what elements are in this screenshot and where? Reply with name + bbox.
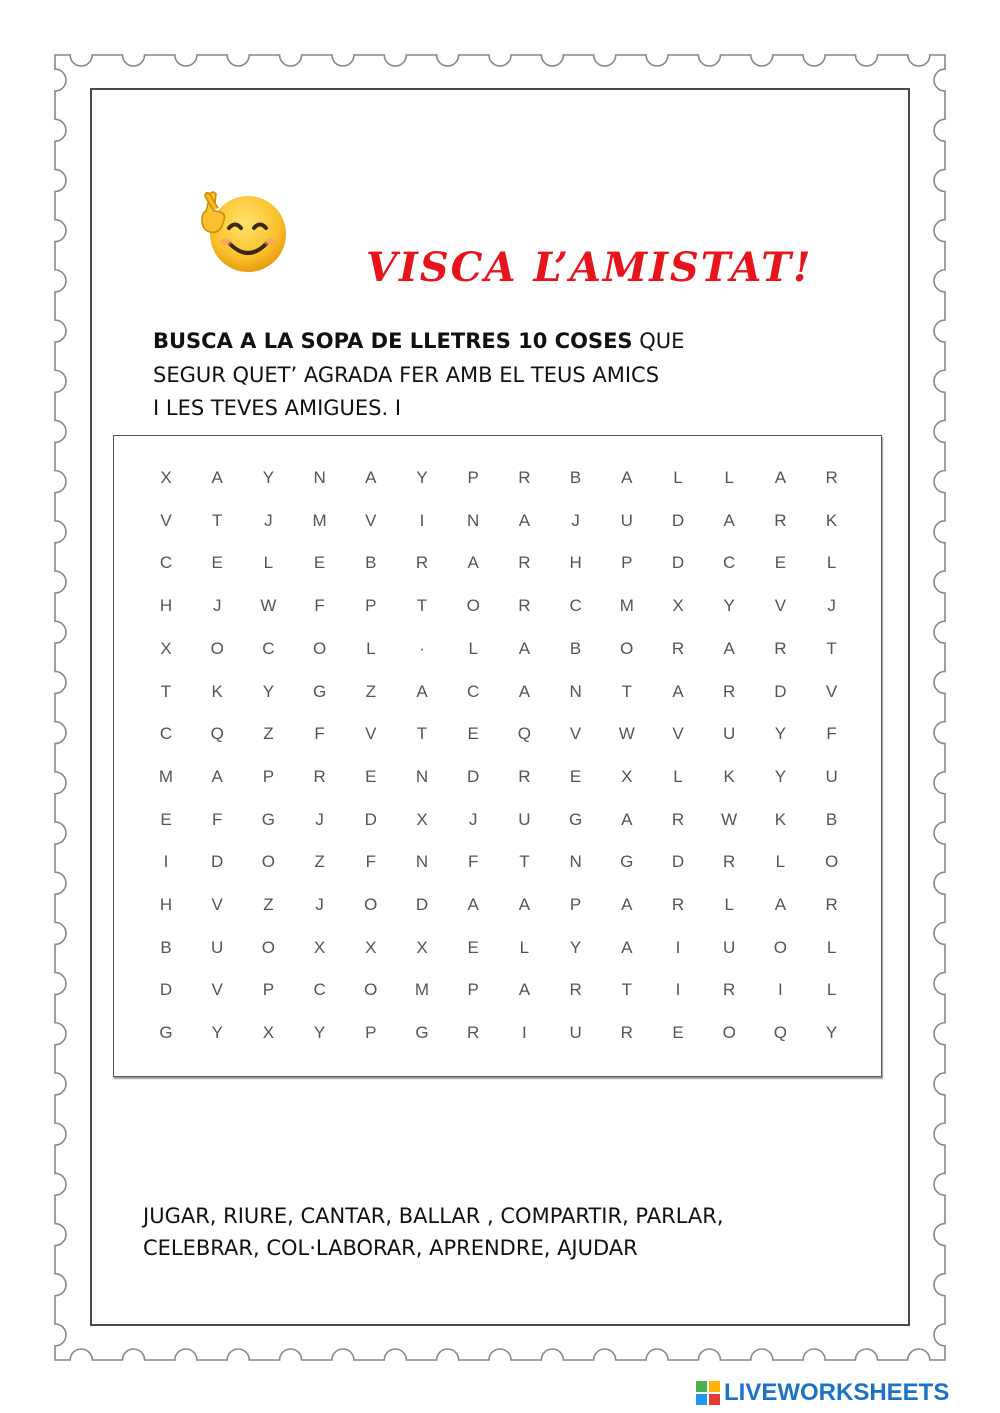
grid-cell[interactable]: L — [826, 980, 837, 1000]
grid-cell[interactable]: · — [419, 638, 425, 658]
grid-cell[interactable]: D — [774, 681, 787, 701]
grid-cell[interactable]: F — [211, 809, 223, 829]
grid-cell[interactable]: E — [774, 553, 787, 573]
grid-cell[interactable]: E — [313, 553, 326, 573]
grid-cell[interactable]: D — [467, 766, 480, 786]
grid-row — [114, 938, 881, 968]
grid-cell[interactable]: J — [264, 510, 273, 530]
grid-cell[interactable]: Y — [262, 681, 275, 701]
grid-cell[interactable]: X — [621, 766, 633, 786]
grid-cell[interactable]: F — [314, 724, 325, 744]
grid-cell[interactable]: K — [774, 809, 787, 829]
grid-cell[interactable]: R — [671, 895, 685, 914]
grid-cell[interactable]: C — [159, 724, 173, 744]
grid-cell[interactable]: A — [723, 638, 735, 658]
page-title: VISCA L’AMISTAT! — [366, 244, 813, 291]
grid-cell[interactable]: R — [723, 681, 736, 701]
instructions — [153, 325, 793, 426]
grid-cell[interactable]: R — [671, 809, 685, 829]
grid-cell[interactable]: W — [618, 724, 635, 744]
grid-cell[interactable]: D — [211, 852, 224, 872]
grid-cell[interactable]: V — [774, 596, 787, 616]
grid-cell[interactable]: Y — [211, 1023, 223, 1043]
grid-cell[interactable]: P — [467, 468, 479, 487]
grid-cell[interactable]: D — [364, 809, 377, 829]
grid-cell[interactable]: F — [365, 852, 376, 872]
grid-cell[interactable]: B — [365, 553, 377, 573]
grid-cell[interactable]: Q — [517, 724, 531, 744]
grid-cell[interactable]: E — [569, 766, 582, 786]
grid-cell[interactable]: O — [620, 638, 634, 658]
instructions-line-1 — [153, 325, 793, 359]
grid-cell[interactable]: W — [721, 809, 738, 829]
grid-cell[interactable]: K — [211, 681, 223, 701]
grid-cell[interactable]: U — [723, 724, 736, 744]
grid-cell[interactable]: P — [365, 596, 377, 616]
grid-cell[interactable]: K — [723, 766, 735, 786]
grid-cell[interactable]: O — [773, 937, 787, 957]
instructions-line-3: I LES TEVES AMIGUES. I — [153, 396, 402, 420]
grid-cell[interactable]: B — [160, 937, 172, 957]
grid-row — [114, 1023, 881, 1053]
grid-cell[interactable]: I — [522, 1023, 527, 1043]
grid-cell[interactable]: A — [365, 468, 377, 487]
grid-cell[interactable]: R — [620, 1023, 633, 1043]
grid-cell[interactable]: A — [467, 895, 479, 914]
grid-cell[interactable]: J — [468, 809, 478, 829]
grid-row — [114, 810, 881, 840]
instructions-bold: BUSCA A LA SOPA DE LLETRES 10 COSES — [153, 329, 633, 353]
grid-row — [114, 596, 881, 626]
grid-cell[interactable]: L — [826, 553, 837, 573]
grid-cell[interactable]: G — [415, 1023, 429, 1043]
grid-cell[interactable]: O — [722, 1023, 736, 1043]
grid-cell[interactable]: R — [518, 766, 531, 786]
grid-cell[interactable]: U — [620, 510, 633, 530]
grid-cell[interactable]: A — [723, 510, 735, 530]
grid-cell[interactable]: B — [569, 468, 582, 487]
grid-cell[interactable]: Y — [825, 1023, 838, 1043]
grid-cell[interactable]: L — [366, 638, 376, 658]
grid-cell[interactable]: Z — [263, 724, 274, 744]
grid-row — [114, 511, 881, 541]
word-search-grid — [113, 435, 882, 1077]
grid-cell[interactable]: E — [467, 937, 479, 957]
grid-cell[interactable]: O — [261, 937, 275, 957]
grid-cell[interactable]: O — [466, 596, 480, 616]
grid-cell[interactable]: R — [569, 980, 582, 1000]
grid-cell[interactable]: P — [621, 553, 633, 573]
grid-cell[interactable]: M — [619, 596, 634, 616]
grid-cell[interactable]: C — [723, 553, 736, 573]
grid-cell[interactable]: D — [671, 553, 685, 573]
grid-cell[interactable]: L — [673, 468, 683, 487]
grid-cell[interactable]: R — [415, 553, 429, 573]
grid-row — [114, 852, 881, 882]
grid-cell[interactable]: Y — [723, 596, 735, 616]
grid-cell[interactable]: P — [365, 1023, 377, 1043]
grid-cell[interactable]: E — [467, 724, 479, 744]
grid-cell[interactable]: C — [467, 681, 480, 701]
grid-cell[interactable]: R — [723, 980, 736, 1000]
grid-cell[interactable]: R — [671, 638, 685, 658]
grid-cell[interactable]: O — [261, 852, 275, 872]
grid-cell[interactable]: U — [518, 809, 531, 829]
grid-cell[interactable]: O — [364, 980, 378, 1000]
word-list-line-1: JUGAR, RIURE, CANTAR, BALLAR , COMPARTIR, PARLAR, — [143, 1204, 724, 1228]
grid-cell[interactable]: Y — [569, 937, 582, 957]
grid-cell[interactable]: G — [261, 809, 275, 829]
grid-cell[interactable]: F — [826, 724, 837, 744]
grid-cell[interactable]: X — [160, 468, 172, 487]
grid-row — [114, 767, 881, 797]
brand-name: LIVEWORKSHEETS — [724, 1379, 950, 1406]
grid-row — [114, 895, 881, 925]
grid-cell[interactable]: T — [160, 681, 172, 701]
grid-cell[interactable]: N — [415, 852, 429, 872]
grid-cell[interactable]: V — [211, 980, 223, 1000]
grid-cell[interactable]: Y — [262, 468, 275, 487]
grid-cell[interactable]: V — [365, 724, 377, 744]
grid-cell[interactable]: J — [827, 596, 836, 616]
grid-cell[interactable]: A — [518, 895, 531, 914]
grid-cell[interactable]: A — [416, 681, 428, 701]
grid-cell[interactable]: N — [569, 852, 582, 872]
grid-cell[interactable]: R — [518, 553, 531, 573]
grid-cell[interactable]: A — [518, 510, 531, 530]
grid-cell[interactable]: J — [315, 809, 324, 829]
grid-cell[interactable]: T — [211, 510, 223, 530]
grid-cell[interactable]: M — [414, 980, 430, 1000]
grid-cell[interactable]: P — [569, 895, 582, 914]
grid-cell[interactable]: X — [313, 937, 326, 957]
grid-cell[interactable]: L — [724, 895, 734, 914]
grid-cell[interactable]: C — [313, 980, 326, 1000]
grid-cell[interactable]: V — [825, 681, 838, 701]
grid-cell[interactable]: D — [159, 980, 173, 1000]
grid-cell[interactable]: A — [211, 468, 223, 487]
grid-cell[interactable]: R — [313, 766, 326, 786]
grid-cell[interactable]: O — [364, 895, 378, 914]
grid-cell[interactable]: D — [415, 895, 429, 914]
grid-cell[interactable]: A — [518, 681, 531, 701]
grid-cell[interactable]: Y — [774, 766, 787, 786]
grid-cell[interactable]: U — [211, 937, 224, 957]
grid-cell[interactable]: A — [621, 809, 633, 829]
grid-cell[interactable]: Y — [774, 724, 787, 744]
grid-cell[interactable]: V — [160, 510, 172, 530]
grid-cell[interactable]: L — [673, 766, 683, 786]
grid-cell[interactable]: A — [621, 895, 633, 914]
grid-cell[interactable]: H — [569, 553, 582, 573]
grid-cell[interactable]: A — [621, 937, 633, 957]
grid-cell[interactable]: T — [621, 980, 632, 1000]
grid-cell[interactable]: H — [159, 596, 173, 616]
grid-cell[interactable]: V — [672, 724, 684, 744]
grid-cell[interactable]: R — [518, 468, 531, 487]
grid-cell[interactable]: T — [416, 724, 428, 744]
grid-cell[interactable]: Y — [416, 468, 428, 487]
grid-cell[interactable]: T — [826, 638, 837, 658]
grid-cell[interactable]: L — [775, 852, 786, 872]
grid-cell[interactable]: L — [519, 937, 530, 957]
grid-cell[interactable]: B — [569, 638, 582, 658]
grid-cell[interactable]: C — [569, 596, 582, 616]
grid-cell[interactable]: E — [160, 809, 172, 829]
grid-cell[interactable]: A — [211, 766, 223, 786]
grid-cell[interactable]: Q — [210, 724, 224, 744]
grid-cell[interactable]: O — [312, 638, 327, 658]
grid-cell[interactable]: O — [210, 638, 224, 658]
word-list-line-2: CELEBRAR, COL·LABORAR, APRENDRE, AJUDAR — [143, 1236, 638, 1260]
grid-cell[interactable]: D — [671, 852, 685, 872]
grid-cell[interactable]: M — [158, 766, 174, 786]
grid-cell[interactable]: X — [262, 1023, 275, 1043]
grid-cell[interactable]: P — [262, 980, 275, 1000]
grid-cell[interactable]: V — [569, 724, 582, 744]
grid-cell[interactable]: Z — [314, 852, 325, 872]
grid-cell[interactable]: R — [774, 638, 787, 658]
grid-cell[interactable]: V — [211, 895, 223, 914]
grid-cell[interactable]: R — [825, 895, 838, 914]
grid-cell[interactable]: X — [365, 937, 377, 957]
grid-cell[interactable]: Z — [365, 681, 376, 701]
grid-cell[interactable]: U — [569, 1023, 582, 1043]
grid-cell[interactable]: A — [621, 468, 633, 487]
grid-cell[interactable]: J — [571, 510, 580, 530]
grid-cell[interactable]: I — [675, 980, 681, 1000]
grid-cell[interactable]: A — [467, 553, 479, 573]
grid-cell[interactable]: X — [416, 937, 428, 957]
grid-cell[interactable]: G — [312, 681, 327, 701]
grid-cell[interactable]: L — [263, 553, 274, 573]
grid-cell[interactable]: T — [519, 852, 530, 872]
grid-cell[interactable]: E — [672, 1023, 684, 1043]
grid-cell[interactable]: V — [365, 510, 377, 530]
grid-cell[interactable]: X — [416, 809, 428, 829]
grid-cell[interactable]: W — [260, 596, 277, 616]
grid-row — [114, 682, 881, 712]
grid-cell[interactable]: X — [672, 596, 684, 616]
grid-cell[interactable]: A — [672, 681, 684, 701]
liveworksheets-logo-icon — [696, 1381, 720, 1405]
grid-cell[interactable]: E — [365, 766, 377, 786]
grid-cell[interactable]: L — [724, 468, 734, 487]
grid-cell[interactable]: F — [467, 852, 479, 872]
grid-cell[interactable]: A — [518, 638, 531, 658]
grid-cell[interactable]: I — [778, 980, 783, 1000]
grid-cell[interactable]: R — [723, 852, 736, 872]
grid-cell[interactable]: L — [826, 937, 837, 957]
grid-cell[interactable]: U — [825, 766, 838, 786]
grid-cell[interactable]: Q — [773, 1023, 787, 1043]
grid-cell[interactable]: G — [568, 809, 583, 829]
grid-cell[interactable]: M — [312, 510, 327, 530]
grid-cell[interactable]: G — [620, 852, 634, 872]
word-list — [143, 1200, 883, 1264]
grid-cell[interactable]: C — [159, 553, 173, 573]
grid-cell[interactable]: E — [211, 553, 223, 573]
instructions-rest: QUE — [632, 329, 685, 353]
grid-cell[interactable]: I — [675, 937, 681, 957]
grid-row — [114, 724, 881, 754]
grid-cell[interactable]: A — [774, 895, 787, 914]
grid-cell[interactable]: U — [723, 937, 736, 957]
grid-cell[interactable]: P — [262, 766, 275, 786]
grid-cell[interactable]: T — [416, 596, 428, 616]
smiling-face-fingers-crossed-icon — [196, 190, 296, 280]
grid-cell[interactable]: Y — [313, 1023, 326, 1043]
grid-cell[interactable]: D — [671, 510, 685, 530]
grid-cell[interactable]: I — [419, 510, 425, 530]
grid-cell[interactable]: J — [212, 596, 222, 616]
grid-cell[interactable]: J — [315, 895, 324, 914]
grid-cell[interactable]: H — [159, 895, 173, 914]
instructions-line-2: SEGUR QUET’ AGRADA FER AMB EL TEUS AMICS — [153, 362, 660, 387]
grid-cell[interactable]: N — [467, 510, 480, 530]
grid-row — [114, 468, 881, 498]
grid-cell[interactable]: N — [415, 766, 429, 786]
grid-cell[interactable]: R — [774, 510, 787, 530]
grid-cell[interactable]: O — [824, 852, 839, 872]
grid-cell[interactable]: L — [468, 638, 478, 658]
grid-cell[interactable]: N — [313, 468, 326, 487]
grid-cell[interactable]: Z — [263, 895, 274, 914]
grid-cell[interactable]: B — [825, 809, 838, 829]
grid-cell[interactable]: T — [621, 681, 632, 701]
brand-footer[interactable] — [696, 1380, 949, 1406]
grid-cell[interactable]: I — [163, 852, 169, 872]
grid-cell[interactable]: R — [467, 1023, 480, 1043]
grid-row — [114, 639, 881, 669]
grid-cell[interactable]: F — [314, 596, 325, 616]
grid-cell[interactable]: R — [518, 596, 531, 616]
grid-cell[interactable]: N — [569, 681, 582, 701]
grid-cell[interactable]: C — [262, 638, 275, 658]
grid-cell[interactable]: K — [825, 510, 838, 530]
grid-cell[interactable]: A — [774, 468, 787, 487]
grid-cell[interactable]: X — [160, 638, 172, 658]
grid-cell[interactable]: P — [467, 980, 479, 1000]
grid-row — [114, 980, 881, 1010]
grid-cell[interactable]: A — [518, 980, 531, 1000]
grid-cell[interactable]: R — [825, 468, 838, 487]
grid-row — [114, 553, 881, 583]
grid-cell[interactable]: G — [159, 1023, 173, 1043]
